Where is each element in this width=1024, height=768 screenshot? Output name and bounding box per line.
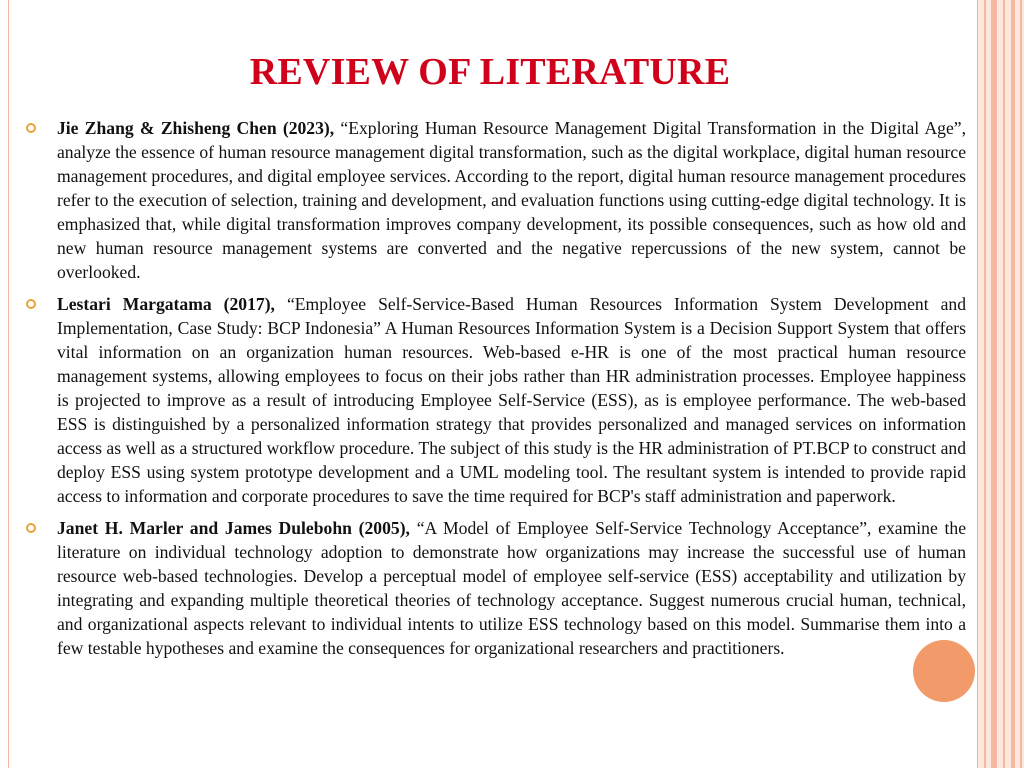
entry-text: “A Model of Employee Self-Service Technology Acceptance”, examine the literature on individual technology adoption to demonstrate how organizations may increase the successful use of human resource web-based technologies. Develop a perceptual model of employee self-service (ESS) acceptability and utilization by integrating and expanding multiple theoretical theories of technology acceptance. Suggest numerous crucial human, technical, and organizational aspects relevant to individual intents to utilize ESS technology based on this model. Summarise them into a few testable hypotheses and examine the consequences for organizational researchers and practitioners. — [57, 518, 967, 658]
strip-line — [1011, 0, 1015, 768]
entry-author: Lestari Margatama (2017), — [57, 294, 287, 314]
strip-line — [991, 0, 997, 768]
bullet-circle-icon — [26, 299, 36, 309]
decorative-side-strip — [978, 0, 1024, 768]
literature-list — [20, 116, 966, 668]
bullet-circle-icon — [26, 523, 36, 533]
decorative-orange-circle — [913, 640, 975, 702]
strip-line — [984, 0, 986, 768]
entry-text: “Exploring Human Resource Management Digital Transformation in the Digital Age”, analyze the essence of human resource management digital transformation, such as the digital workplace, digital human resource management procedures, and digital employee services. According to the report, digital human resource management procedures refer to the execution of selection, training and development, and evaluation functions using cutting-edge digital technology. It is emphasized that, while digital transformation improves company development, its possible consequences, such as how old and new human resource management systems are converted and the negative repercussions of the new system, cannot be overlooked. — [57, 118, 966, 282]
entry-text: “Employee Self-Service-Based Human Resources Information System Development and Implementation, Case Study: BCP Indonesia” A Human Resources Information System is a Decision Support System that offers vital information on an organization human resources. Web-based e-HR is one of the most practical human resource management systems, allowing employees to focus on their jobs rather than HR administration processes. Employee happiness is projected to improve as a result of introducing Employee Self-Service (ESS), as is employee performance. The web-based ESS is distinguished by a personalized information strategy that provides personalized and managed services on information access as well as a structured workflow procedure. The subject of this study is the HR administration of PT.BCP to construct and deploy ESS using system prototype development and a UML modeling tool. The resultant system is intended to provide rapid access to information and corporate procedures to save the time required for BCP's staff administration and paperwork. — [57, 294, 966, 506]
strip-line — [1020, 0, 1022, 768]
entry-author: Jie Zhang & Zhisheng Chen (2023), — [57, 118, 341, 138]
list-item — [20, 292, 966, 508]
strip-line — [1003, 0, 1005, 768]
list-item — [20, 516, 966, 660]
list-item — [20, 116, 966, 284]
page-title: REVIEW OF LITERATURE — [249, 51, 731, 93]
bullet-circle-icon — [26, 123, 36, 133]
entry-author: Janet H. Marler and James Dulebohn (2005), — [57, 518, 417, 538]
